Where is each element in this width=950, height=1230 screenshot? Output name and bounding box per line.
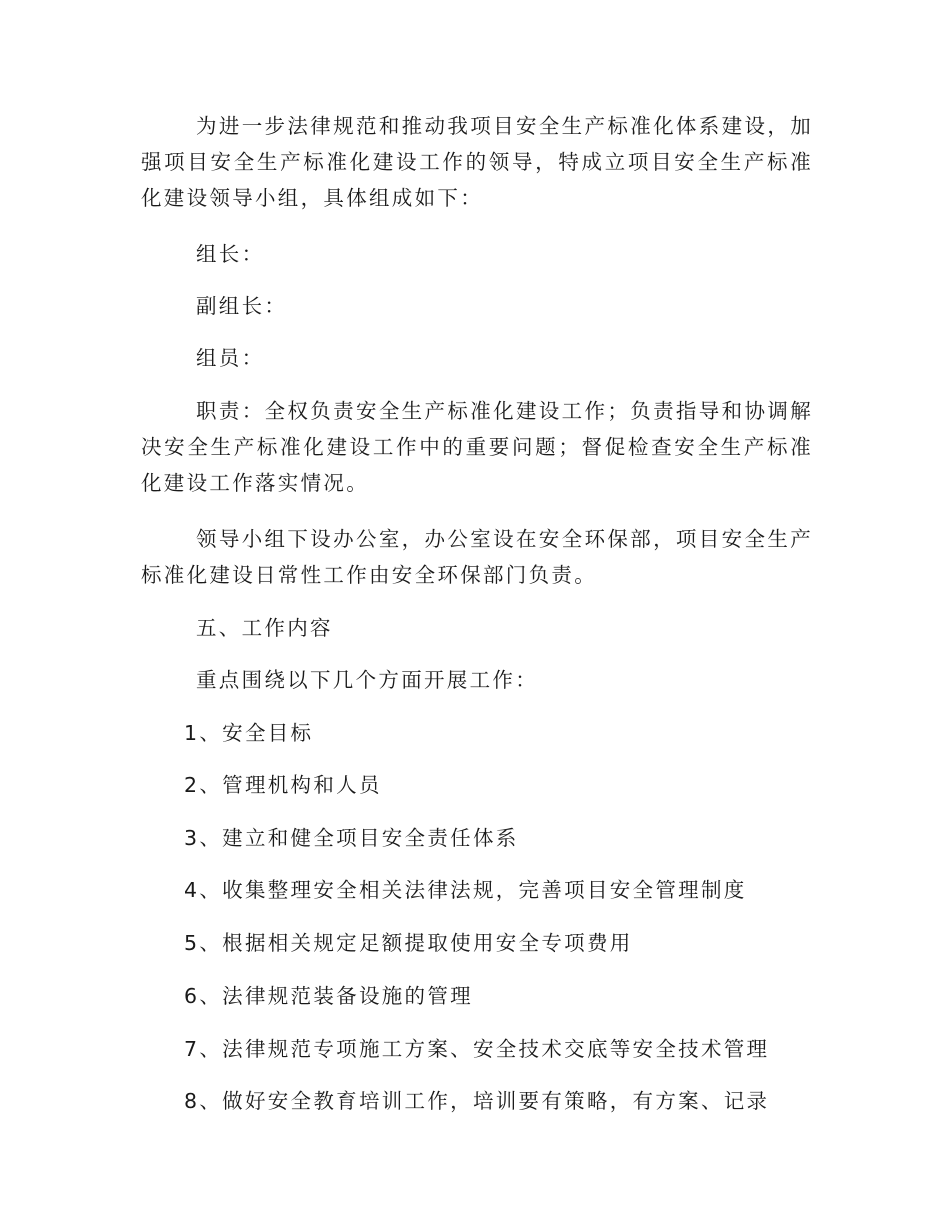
members-line: 组员： (196, 346, 265, 370)
intro-paragraph: 为进一步法律规范和推动我项目安全生产标准化体系建设，加强项目安全生产标准化建设工作的领导，特成立项目安全生产标准化建设领导小组，具体组成如下： (141, 114, 813, 210)
list-item: 3、建立和健全项目安全责任体系 (184, 826, 519, 850)
leader-line: 组长： (196, 242, 265, 266)
list-item: 2、管理机构和人员 (184, 773, 382, 797)
deputy-leader-line: 副组长： (196, 294, 288, 318)
office-paragraph: 领导小组下设办公室，办公室设在安全环保部，项目安全生产标准化建设日常性工作由安全环保部门负责。 (141, 527, 813, 587)
list-item: 4、收集整理安全相关法律法规，完善项目安全管理制度 (184, 878, 747, 902)
section-heading: 五、工作内容 (196, 616, 333, 640)
list-item: 7、法律规范专项施工方案、安全技术交底等安全技术管理 (184, 1037, 770, 1061)
section-intro: 重点围绕以下几个方面开展工作： (196, 668, 538, 692)
list-item: 6、法律规范装备设施的管理 (184, 984, 473, 1008)
list-item: 1、安全目标 (184, 721, 314, 745)
list-item: 8、做好安全教育培训工作，培训要有策略，有方案、记录 (184, 1089, 770, 1113)
duties-paragraph: 职责：全权负责安全生产标准化建设工作；负责指导和协调解决安全生产标准化建设工作中的重要问题；督促检查安全生产标准化建设工作落实情况。 (141, 399, 813, 495)
list-item: 5、根据相关规定足额提取使用安全专项费用 (184, 931, 633, 955)
